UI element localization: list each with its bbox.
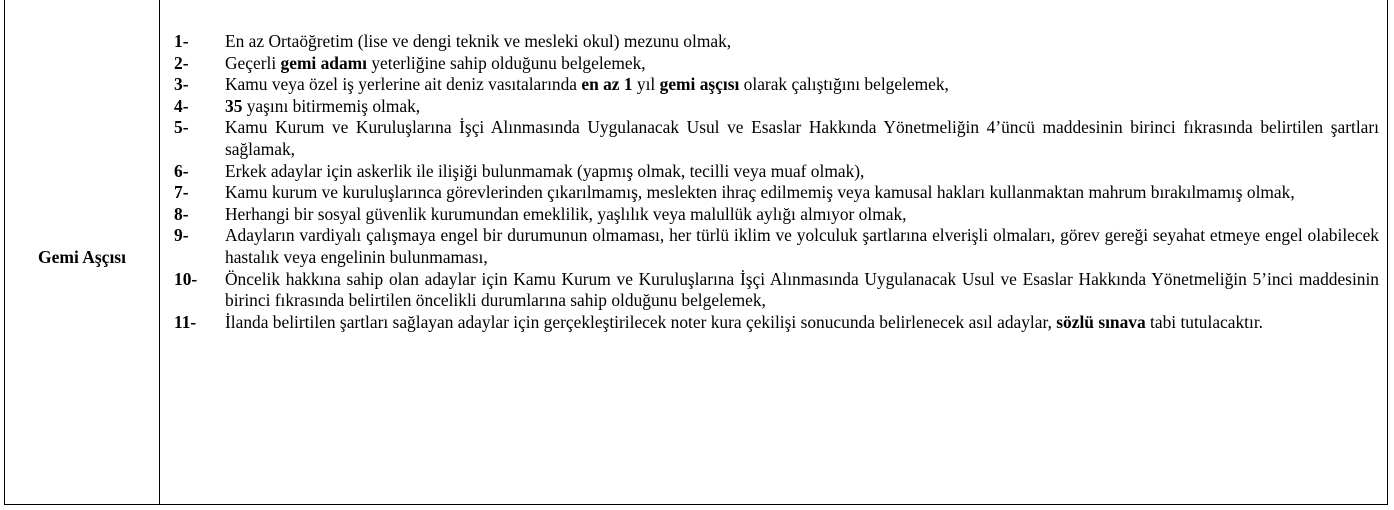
requirement-bold-text: en az 1 (581, 74, 633, 95)
requirement-text (225, 31, 1379, 53)
requirement-text (225, 182, 1379, 204)
requirement-number: 9- (174, 225, 189, 246)
requirement-bold-text: gemi aşçısı (659, 74, 740, 95)
requirement-text-part: Herhangi bir sosyal güvenlik kurumundan emeklilik, yaşlılık veya malullük aylığı almıyor olmak, (225, 203, 907, 224)
requirement-item (174, 182, 1379, 204)
requirement-text-part: Öncelik hakkına sahip olan adaylar için Kamu Kurum ve Kuruluşlarına İşçi Alınmasında Uygulanacak Usul ve Esaslar Hakkında Yönetmeliğin 5’inci maddesinin birinci fıkrasında belirtilen öncelikli durumlarına sahip olduğunu belgelemek, (225, 268, 1379, 311)
role-title: Gemi Aşçısı (38, 246, 126, 267)
requirement-number: 10- (174, 268, 198, 289)
requirement-number: 7- (174, 182, 189, 203)
requirement-text (225, 225, 1379, 268)
role-cell (5, 0, 160, 504)
requirement-text-part: En az Ortaöğretim (lise ve dengi teknik ve mesleki okul) mezunu olmak, (225, 31, 732, 51)
requirement-text-part: olarak çalıştığını belgelemek, (739, 74, 949, 95)
requirement-text-part: Kamu Kurum ve Kuruluşlarına İşçi Alınmasında Uygulanacak Usul ve Esaslar Hakkında Yönetmeliğin 4’üncü maddesinin birinci fıkrasında belirtilen şartları sağlamak, (225, 117, 1379, 159)
requirement-item (174, 31, 1379, 53)
requirement-text-part: Erkek adaylar için askerlik ile ilişiği bulunmamak (yapmış olmak, tecilli veya muaf olmak), (225, 160, 865, 181)
requirement-text-part: İlanda belirtilen şartları sağlayan adaylar için gerçekleştirilecek noter kura çekilişi sonucunda belirlenecek asıl adaylar, (225, 311, 1057, 332)
requirement-number: 5- (174, 117, 189, 138)
requirement-text-part: yaşını bitirmemiş olmak, (242, 95, 421, 116)
requirement-text-part: Adayların vardiyalı çalışmaya engel bir durumunun olmaması, her türlü iklim ve yolculuk şartlarına elverişli olmaları, görev gereği seyahat etmeye engel olabilecek hastalık veya engelinin bulunmaması, (225, 225, 1379, 267)
requirement-text-part: Kamu kurum ve kuruluşlarınca görevlerinden çıkarılmamış, meslekten ihraç edilmemiş veya kamusal hakları kullanmaktan mahrum bırakılmamış olmak, (225, 182, 1295, 203)
requirement-number: 1- (174, 31, 189, 51)
requirement-number: 4- (174, 95, 189, 116)
requirements-table (4, 0, 1388, 505)
requirement-bold-text: 35 (225, 95, 243, 116)
requirement-item (174, 225, 1379, 268)
requirement-text-part: Kamu veya özel iş yerlerine ait deniz vasıtalarında (225, 74, 582, 95)
requirement-text (225, 96, 1379, 118)
requirement-text-part: yeterliğine sahip olduğunu belgelemek, (367, 52, 646, 73)
requirement-text (225, 74, 1379, 96)
requirement-number: 3- (174, 74, 189, 95)
requirement-item (174, 269, 1379, 312)
requirement-text-part: Geçerli (225, 52, 281, 73)
requirement-item (174, 117, 1379, 160)
requirement-item (174, 312, 1379, 334)
requirement-item (174, 204, 1379, 226)
requirement-text (225, 117, 1379, 160)
requirement-text (225, 312, 1379, 334)
requirement-text (225, 204, 1379, 226)
requirement-number: 8- (174, 203, 189, 224)
requirement-item (174, 96, 1379, 118)
requirement-item (174, 53, 1379, 75)
requirement-number: 2- (174, 52, 189, 73)
requirements-list (160, 0, 1387, 504)
requirement-number: 6- (174, 160, 189, 181)
requirement-text (225, 161, 1379, 183)
requirement-bold-text: gemi adamı (280, 52, 367, 73)
requirement-number: 11- (174, 311, 197, 332)
requirement-item (174, 74, 1379, 96)
requirement-text-part: yıl (632, 74, 660, 95)
requirement-text-part: tabi tutulacaktır. (1145, 311, 1264, 332)
requirement-text (225, 53, 1379, 75)
requirement-bold-text: sözlü sınava (1056, 311, 1146, 332)
requirement-text (225, 269, 1379, 312)
requirement-item (174, 161, 1379, 183)
